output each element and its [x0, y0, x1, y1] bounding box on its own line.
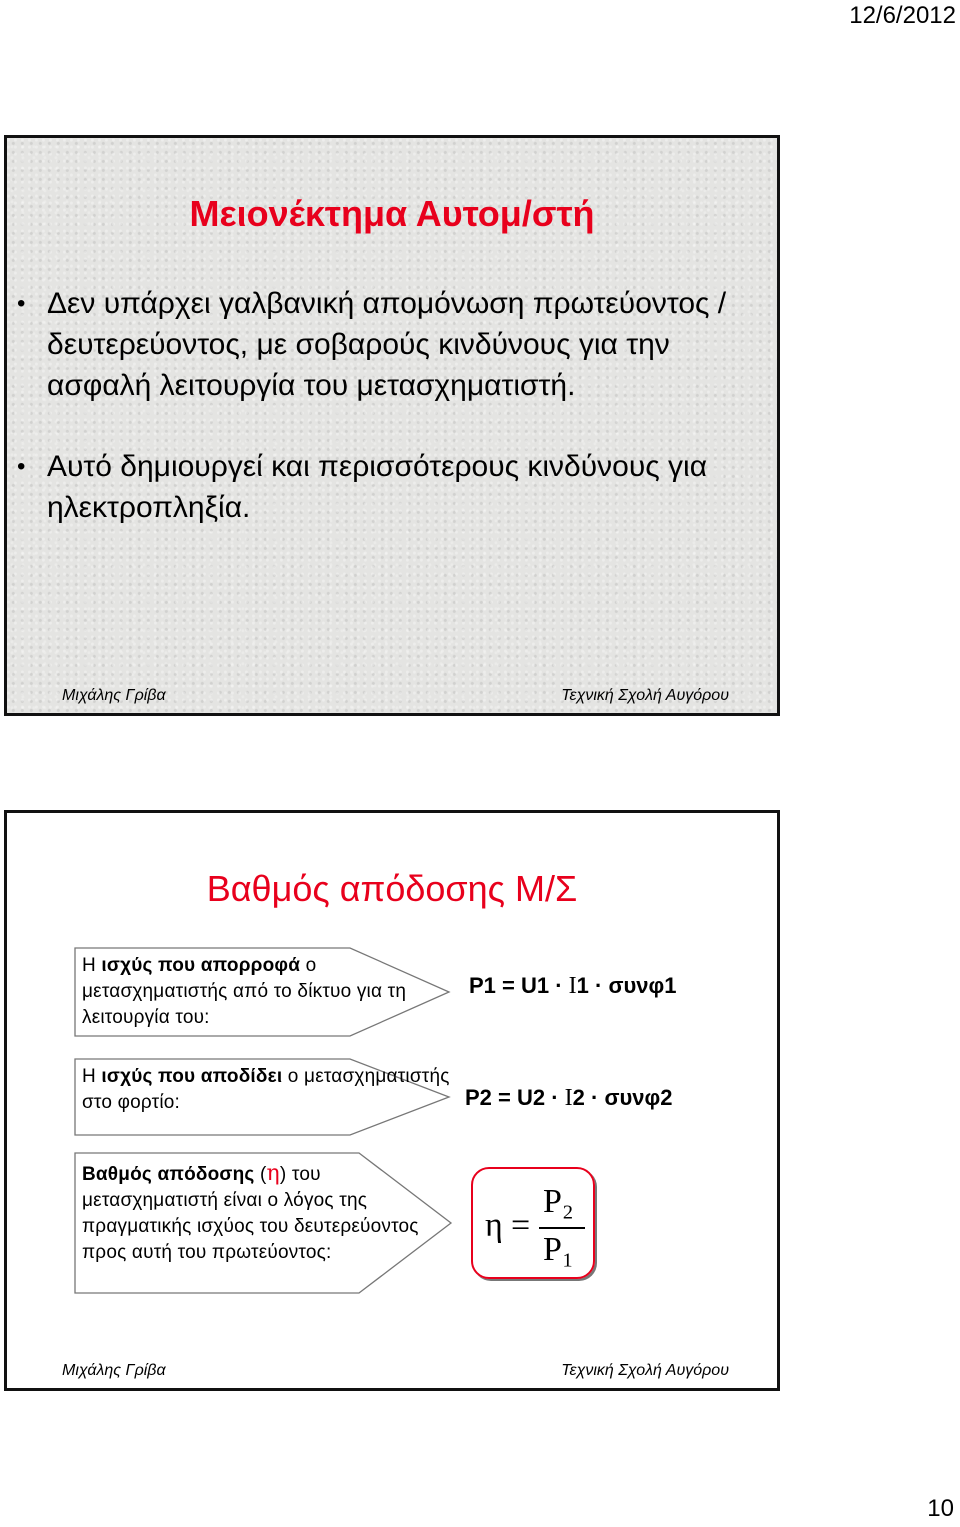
footer-school: Τεχνική Σχολή Αυγόρου: [561, 687, 729, 704]
input-power-callout: [75, 948, 451, 1036]
callout-text: Βαθμός απόδοσης (η) του μετασχηματιστή είναι ο λόγος της πραγματικής ισχύος του δευτερεύοντος προς αυτή του πρωτεύοντος:: [82, 1161, 419, 1263]
input-power-formula: P1 = U1 · I1 · συνφ1: [469, 973, 677, 999]
callout-text: Η ισχύς που απορροφά ο μετασχηματιστής από το δίκτυο για τη λειτουργία του:: [82, 955, 407, 1028]
efficiency-formula-box: [471, 1167, 595, 1279]
fraction-bar: [539, 1227, 585, 1229]
callout-text: Η ισχύς που αποδίδει ο μετασχηματιστής στο φορτίο:: [82, 1066, 450, 1113]
slide-efficiency: [4, 810, 780, 1391]
bullet-icon: •: [17, 453, 26, 480]
footer-author: Μιχάλης Γρίβα: [62, 1362, 166, 1379]
footer-school: Τεχνική Σχολή Αυγόρου: [561, 1362, 729, 1379]
fraction-numerator: P₂: [543, 1183, 574, 1220]
bullet-list: [17, 283, 747, 568]
bullet-item: [17, 283, 747, 406]
bullet-text: Δεν υπάρχει γαλβανική απομόνωση πρωτεύοντος / δευτερεύοντος, με σοβαρούς κινδύνους για την ασφαλή λειτουργία του μετασχηματιστή.: [47, 287, 727, 402]
eta-symbol: η: [266, 1161, 280, 1186]
bullet-text: Αυτό δημιουργεί και περισσότερους κινδύνους για ηλεκτροπληξία.: [47, 450, 708, 524]
slide-disadvantage: [4, 135, 780, 716]
bullet-item: [17, 446, 747, 528]
efficiency-callout: [75, 1153, 451, 1293]
output-power-formula: P2 = U2 · I2 · συνφ2: [465, 1085, 673, 1111]
slide-title: Βαθμός απόδοσης Μ/Σ: [206, 868, 578, 909]
page-number: 10: [927, 1495, 954, 1522]
page-date: 12/6/2012: [849, 2, 956, 29]
equals-sign: =: [511, 1207, 531, 1244]
footer-author: Μιχάλης Γρίβα: [62, 687, 166, 704]
output-power-callout: [75, 1059, 451, 1135]
bullet-icon: •: [17, 290, 26, 317]
slide-title: Μειονέκτημα Αυτομ/στή: [189, 193, 595, 234]
eta-symbol: η: [485, 1207, 503, 1244]
fraction-denominator: P₁: [543, 1231, 574, 1268]
